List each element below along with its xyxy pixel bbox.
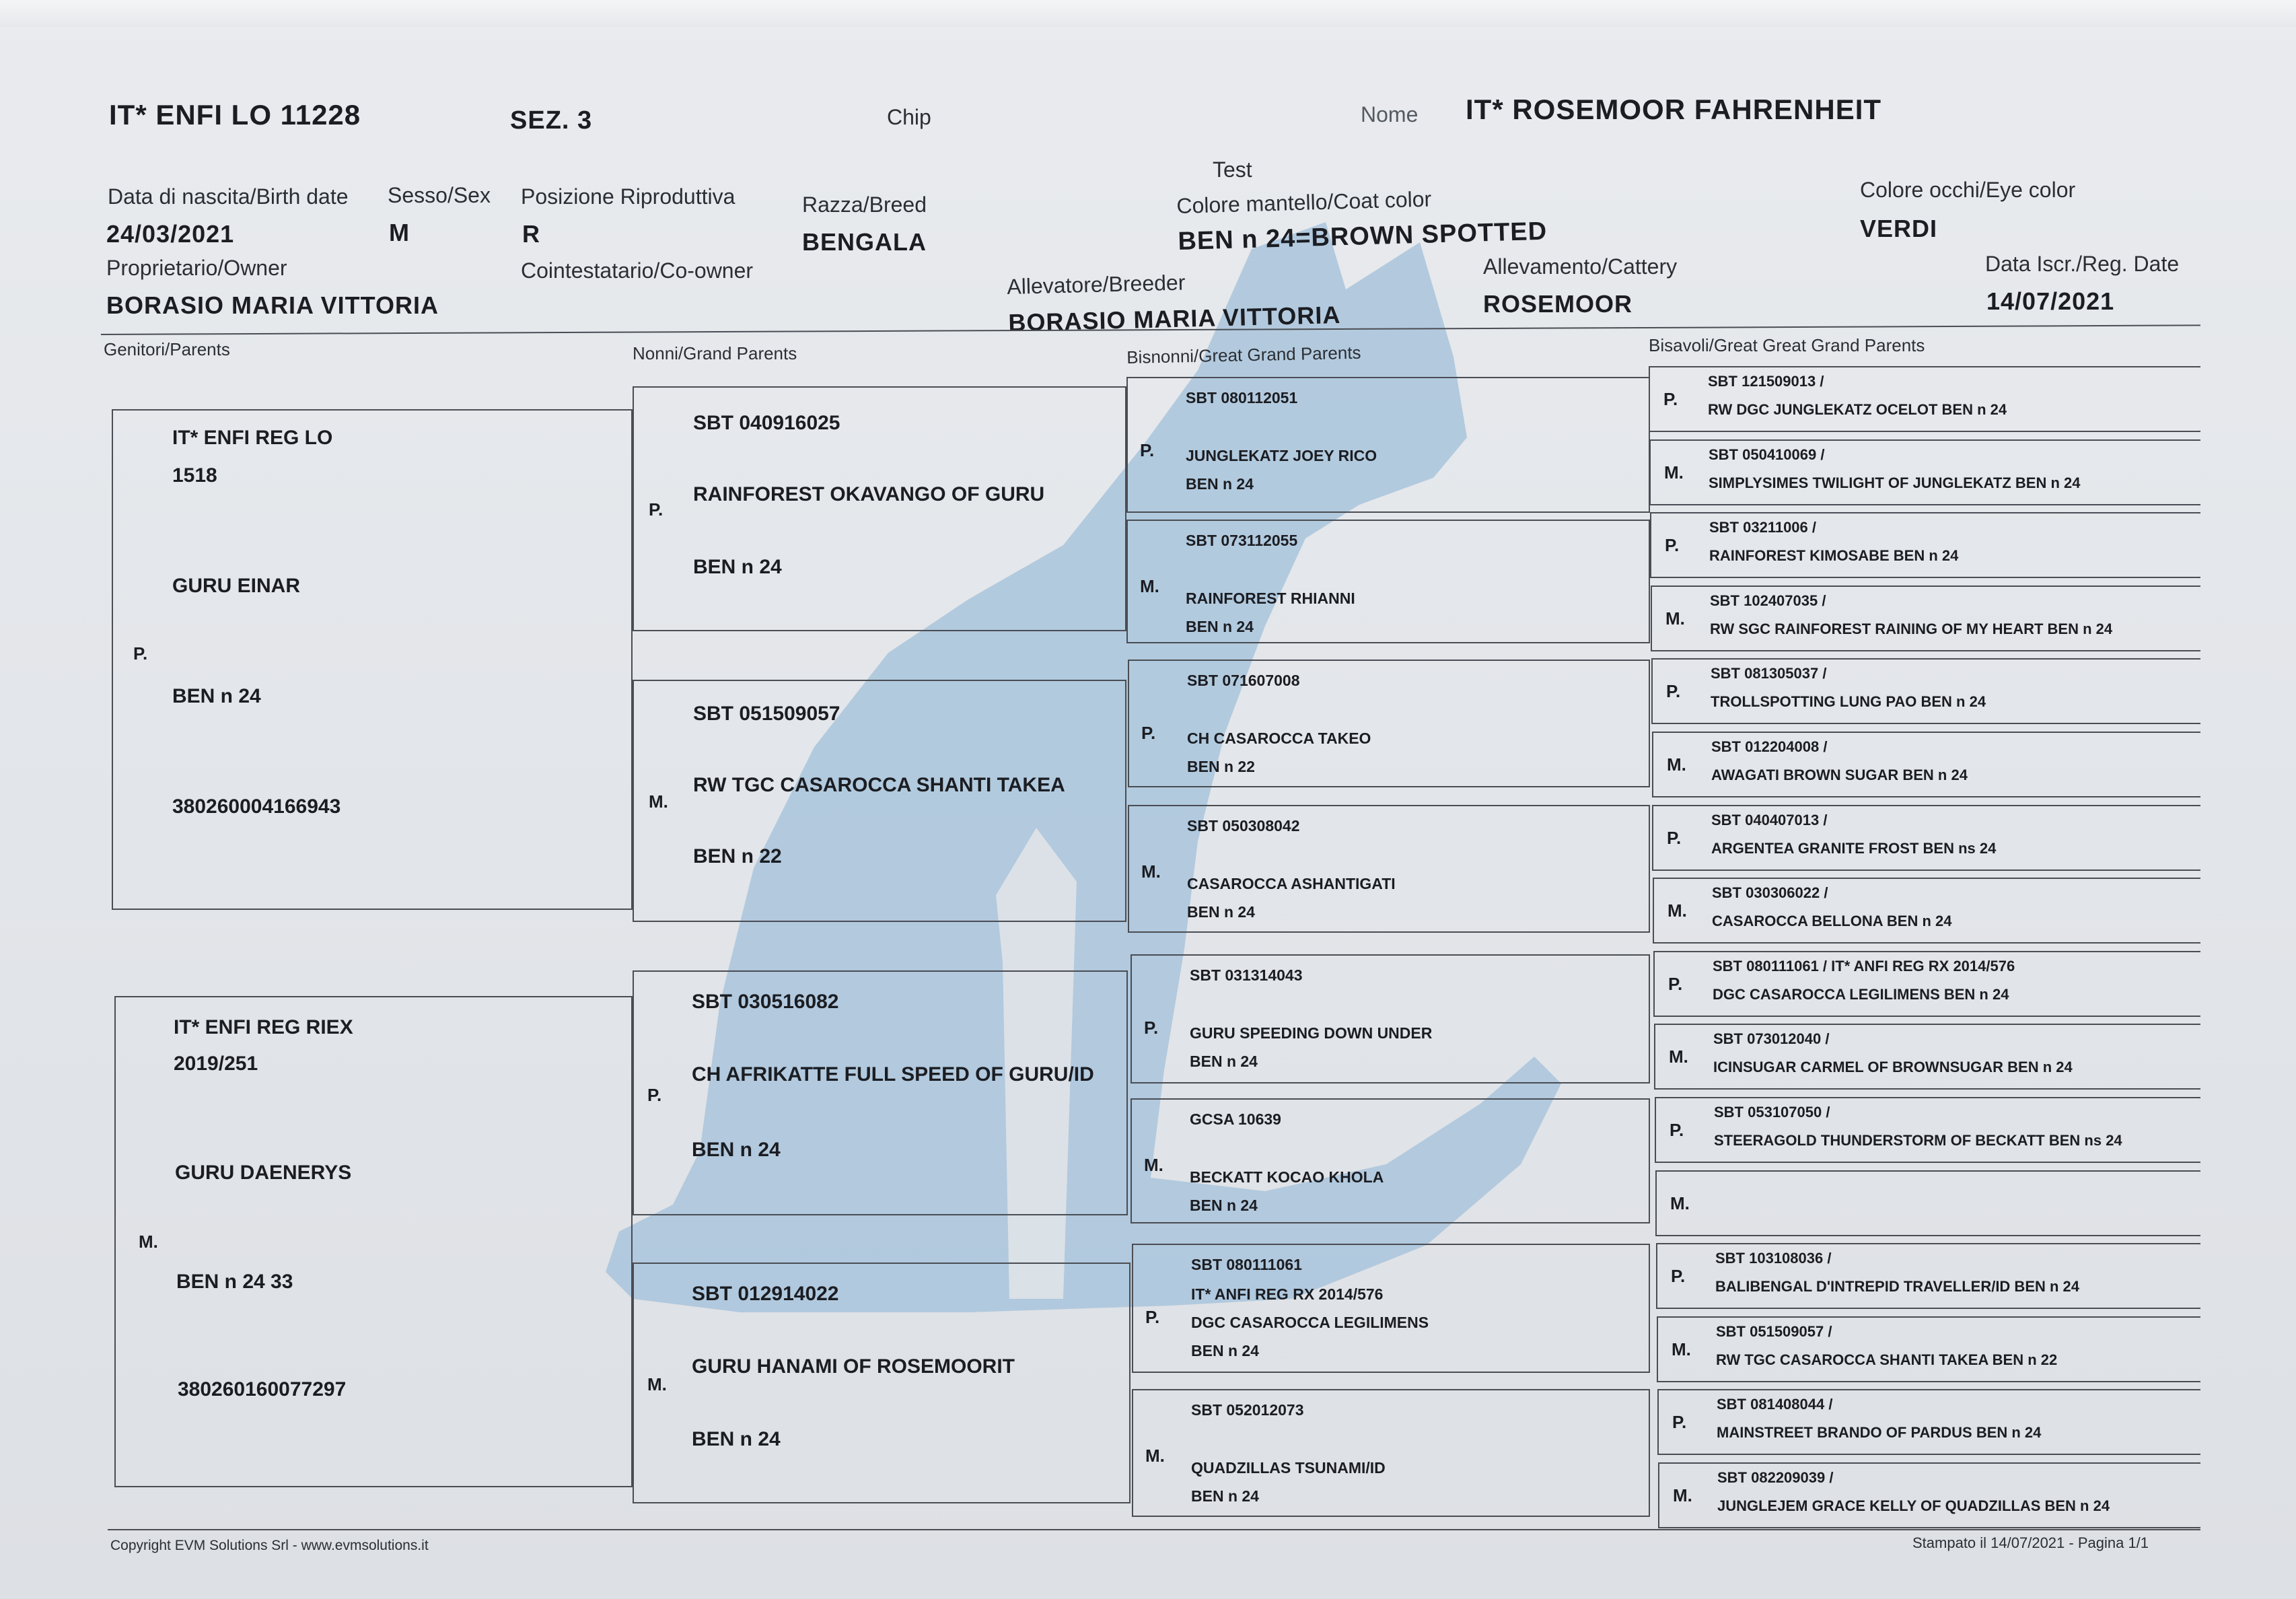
- great-great-grandparent-name: RAINFOREST KIMOSABE BEN n 24: [1709, 547, 1959, 564]
- great-great-grandparent-name: RW DGC JUNGLEKATZ OCELOT BEN n 24: [1708, 401, 2007, 418]
- great-grandparent-reg: SBT 080111061: [1191, 1256, 1302, 1273]
- grandparent-sex-marker: P.: [649, 499, 663, 520]
- eye-color-label: Colore occhi/Eye color: [1860, 178, 2076, 202]
- great-great-grandparent-sex-marker: M.: [1667, 900, 1687, 921]
- grandparent-reg: SBT 012914022: [692, 1283, 839, 1305]
- great-great-grandparent-sex-marker: M.: [1672, 1339, 1691, 1359]
- great-great-grandparent-box: [1656, 1243, 2200, 1309]
- parent-color: BEN n 24: [172, 685, 261, 707]
- great-great-grandparent-reg: SBT 012204008 /: [1711, 738, 1828, 755]
- grandparent-sex-marker: M.: [649, 791, 668, 812]
- great-great-grandparent-box: [1649, 439, 2200, 505]
- great-great-grandparent-reg: SBT 053107050 /: [1714, 1104, 1830, 1121]
- great-great-grandparent-reg: SBT 040407013 /: [1711, 812, 1828, 828]
- parent-reg-line2: 2019/251: [174, 1053, 258, 1075]
- parent-reg-line1: IT* ENFI REG RIEX: [174, 1016, 353, 1038]
- great-grandparent-sex-marker: M.: [1141, 861, 1161, 882]
- grandparent-reg: SBT 030516082: [692, 991, 839, 1013]
- great-grandparent-name: QUADZILLAS TSUNAMI/ID: [1191, 1459, 1386, 1477]
- parent-reg-line2: 1518: [172, 464, 217, 487]
- cattery-value: ROSEMOOR: [1483, 290, 1633, 318]
- great-grandparent-color: BEN n 24: [1187, 903, 1255, 921]
- copyright-text: Copyright EVM Solutions Srl - www.evmsolutions.it: [110, 1538, 429, 1553]
- name-label: Nome: [1361, 102, 1419, 127]
- grandparent-sex-marker: P.: [647, 1085, 662, 1105]
- col-great-grandparents: Bisnonni/Great Grand Parents: [1126, 342, 1361, 367]
- great-grandparent-box: [1131, 954, 1650, 1083]
- coat-color-label: Colore mantello/Coat color: [1176, 186, 1432, 218]
- great-grandparent-extra: IT* ANFI REG RX 2014/576: [1191, 1285, 1384, 1303]
- great-great-grandparent-sex-marker: P.: [1665, 535, 1680, 555]
- grandparent-name: CH AFRIKATTE FULL SPEED OF GURU/ID: [692, 1063, 1094, 1086]
- parent-dam-box: [114, 996, 633, 1487]
- great-great-grandparent-name: ICINSUGAR CARMEL OF BROWNSUGAR BEN n 24: [1713, 1059, 2073, 1075]
- great-grandparent-name: CASAROCCA ASHANTIGATI: [1187, 875, 1396, 892]
- great-grandparent-sex-marker: P.: [1140, 440, 1155, 460]
- great-great-grandparent-reg: SBT 081408044 /: [1717, 1396, 1833, 1413]
- great-great-grandparent-reg: SBT 081305037 /: [1711, 665, 1827, 682]
- great-great-grandparent-name: JUNGLEJEM GRACE KELLY OF QUADZILLAS BEN n 24: [1717, 1497, 2110, 1514]
- grandparent-reg: SBT 051509057: [693, 703, 840, 725]
- grandparent-box: [633, 386, 1126, 631]
- great-great-grandparent-name: RW TGC CASAROCCA SHANTI TAKEA BEN n 22: [1716, 1351, 2058, 1368]
- paper-fold: [0, 0, 2296, 27]
- grandparent-color: BEN n 22: [693, 845, 782, 867]
- great-great-grandparent-box: [1653, 878, 2200, 944]
- chip-label: Chip: [887, 105, 931, 129]
- great-grandparent-sex-marker: P.: [1141, 723, 1156, 743]
- great-great-grandparent-box: [1658, 1462, 2200, 1528]
- great-grandparent-box: [1132, 1244, 1650, 1373]
- test-label: Test: [1213, 157, 1252, 182]
- great-great-grandparent-box: [1655, 1097, 2200, 1163]
- printed-text: Stampato il 14/07/2021 - Pagina 1/1: [1912, 1534, 2149, 1551]
- great-great-grandparent-reg: SBT 051509057 /: [1716, 1323, 1832, 1340]
- owner-label: Proprietario/Owner: [106, 256, 287, 280]
- great-great-grandparent-sex-marker: P.: [1666, 681, 1681, 701]
- great-grandparent-sex-marker: P.: [1145, 1307, 1160, 1327]
- great-great-grandparent-box: [1654, 1024, 2200, 1090]
- great-grandparent-box: [1131, 1098, 1650, 1223]
- great-grandparent-box: [1128, 805, 1650, 933]
- great-great-grandparent-box: [1657, 1316, 2200, 1382]
- great-great-grandparent-sex-marker: M.: [1664, 462, 1684, 483]
- grandparent-name: GURU HANAMI OF ROSEMOORIT: [692, 1355, 1015, 1378]
- great-great-grandparent-name: STEERAGOLD THUNDERSTORM OF BECKATT BEN ns 24: [1714, 1132, 2122, 1149]
- great-great-grandparent-box: [1657, 1389, 2200, 1455]
- great-grandparent-box: [1128, 660, 1650, 787]
- breeder-label: Allevatore/Breeder: [1006, 270, 1186, 299]
- great-great-grandparent-sex-marker: P.: [1668, 974, 1683, 994]
- col-grandparents: Nonni/Grand Parents: [633, 343, 797, 363]
- great-great-grandparent-name: AWAGATI BROWN SUGAR BEN n 24: [1711, 767, 1968, 783]
- great-grandparent-sex-marker: M.: [1140, 576, 1159, 596]
- grandparent-name: RAINFOREST OKAVANGO OF GURU: [693, 483, 1045, 505]
- great-great-grandparent-reg: SBT 03211006 /: [1709, 519, 1817, 536]
- parent-sex-marker: M.: [139, 1232, 158, 1252]
- great-great-grandparent-sex-marker: P.: [1663, 389, 1678, 409]
- cattery-label: Allevamento/Cattery: [1483, 254, 1678, 279]
- great-great-grandparent-name: SIMPLYSIMES TWILIGHT OF JUNGLEKATZ BEN n 24: [1709, 474, 2081, 491]
- great-great-grandparent-sex-marker: M.: [1667, 754, 1686, 775]
- great-grandparent-color: BEN n 22: [1187, 758, 1255, 775]
- cat-name: IT* ROSEMOOR FAHRENHEIT: [1466, 94, 1882, 125]
- great-great-grandparent-box: [1652, 732, 2200, 797]
- reg-date-value: 14/07/2021: [1986, 287, 2115, 315]
- great-grandparent-reg: SBT 080112051: [1186, 389, 1298, 406]
- great-great-grandparent-sex-marker: P.: [1671, 1266, 1686, 1286]
- great-great-grandparent-name: TROLLSPOTTING LUNG PAO BEN n 24: [1711, 693, 1986, 710]
- grandparent-color: BEN n 24: [693, 556, 782, 578]
- grandparent-box: [633, 970, 1128, 1215]
- birth-date-label: Data di nascita/Birth date: [108, 184, 349, 209]
- sex-label: Sesso/Sex: [388, 183, 491, 207]
- repro-value: R: [522, 220, 540, 248]
- parent-sire-box: [112, 409, 633, 910]
- great-great-grandparent-box: [1653, 951, 2200, 1017]
- great-grandparent-reg: SBT 031314043: [1190, 966, 1303, 984]
- parent-sex-marker: P.: [133, 643, 148, 664]
- great-grandparent-color: BEN n 24: [1190, 1197, 1258, 1214]
- great-grandparent-reg: SBT 052012073: [1191, 1401, 1304, 1419]
- great-grandparent-sex-marker: P.: [1144, 1018, 1159, 1038]
- great-grandparent-color: BEN n 24: [1186, 618, 1254, 635]
- great-grandparent-name: CH CASAROCCA TAKEO: [1187, 730, 1371, 747]
- section-label: SEZ. 3: [510, 106, 593, 135]
- great-grandparent-name: JUNGLEKATZ JOEY RICO: [1186, 447, 1377, 464]
- grandparent-sex-marker: M.: [647, 1374, 667, 1394]
- great-grandparent-color: BEN n 24: [1186, 475, 1254, 493]
- great-great-grandparent-box: [1652, 805, 2200, 871]
- col-great-great-grandparents: Bisavoli/Great Great Grand Parents: [1649, 335, 1925, 355]
- great-great-grandparent-box: [1655, 1170, 2200, 1236]
- great-great-grandparent-name: ARGENTEA GRANITE FROST BEN ns 24: [1711, 840, 1997, 857]
- breed-label: Razza/Breed: [802, 192, 927, 217]
- great-grandparent-color: BEN n 24: [1191, 1342, 1259, 1359]
- grandparent-reg: SBT 040916025: [693, 412, 840, 434]
- great-great-grandparent-reg: SBT 073012040 /: [1713, 1030, 1830, 1047]
- great-great-grandparent-box: [1650, 512, 2200, 578]
- great-great-grandparent-sex-marker: M.: [1669, 1046, 1688, 1067]
- birth-date-value: 24/03/2021: [106, 220, 235, 248]
- great-grandparent-color: BEN n 24: [1190, 1053, 1258, 1070]
- great-great-grandparent-reg: SBT 082209039 /: [1717, 1469, 1834, 1486]
- owner-value: BORASIO MARIA VITTORIA: [106, 291, 439, 319]
- great-great-grandparent-name: DGC CASAROCCA LEGILIMENS BEN n 24: [1713, 986, 2009, 1003]
- repro-label: Posizione Riproduttiva: [521, 184, 736, 209]
- breed-value: BENGALA: [802, 228, 927, 256]
- great-great-grandparent-sex-marker: M.: [1665, 608, 1685, 629]
- great-grandparent-name: BECKATT KOCAO KHOLA: [1190, 1168, 1384, 1186]
- great-great-grandparent-sex-marker: P.: [1670, 1120, 1684, 1140]
- coowner-label: Cointestatario/Co-owner: [521, 258, 754, 283]
- great-great-grandparent-reg: SBT 102407035 /: [1710, 592, 1826, 609]
- great-grandparent-reg: SBT 071607008: [1187, 672, 1300, 689]
- grandparent-name: RW TGC CASAROCCA SHANTI TAKEA: [693, 774, 1065, 796]
- great-great-grandparent-name: MAINSTREET BRANDO OF PARDUS BEN n 24: [1717, 1424, 2042, 1441]
- great-great-grandparent-sex-marker: M.: [1670, 1193, 1690, 1213]
- great-great-grandparent-reg: SBT 121509013 /: [1708, 373, 1824, 390]
- grandparent-color: BEN n 24: [692, 1428, 781, 1450]
- great-grandparent-box: [1126, 520, 1650, 643]
- grandparent-box: [633, 680, 1126, 922]
- parent-name: GURU EINAR: [172, 575, 301, 597]
- great-grandparent-reg: GCSA 10639: [1190, 1110, 1281, 1128]
- great-great-grandparent-box: [1649, 366, 2200, 432]
- great-grandparent-color: BEN n 24: [1191, 1487, 1259, 1505]
- parent-chip: 380260160077297: [178, 1378, 347, 1400]
- grandparent-box: [633, 1263, 1131, 1503]
- great-great-grandparent-reg: SBT 050410069 /: [1709, 446, 1825, 463]
- great-great-grandparent-name: RW SGC RAINFOREST RAINING OF MY HEART BEN n 24: [1710, 620, 2113, 637]
- grandparent-color: BEN n 24: [692, 1139, 781, 1161]
- great-great-grandparent-sex-marker: M.: [1673, 1485, 1692, 1505]
- great-great-grandparent-reg: SBT 030306022 /: [1712, 884, 1828, 901]
- eye-color-value: VERDI: [1860, 215, 1938, 242]
- parent-reg-line1: IT* ENFI REG LO: [172, 427, 333, 449]
- col-parents: Genitori/Parents: [104, 339, 230, 359]
- breeder-value: BORASIO MARIA VITTORIA: [1007, 300, 1341, 336]
- great-great-grandparent-box: [1651, 585, 2200, 651]
- great-great-grandparent-reg: SBT 103108036 /: [1715, 1250, 1832, 1267]
- parent-color: BEN n 24 33: [176, 1271, 293, 1293]
- great-grandparent-name: GURU SPEEDING DOWN UNDER: [1190, 1024, 1433, 1042]
- parent-chip: 380260004166943: [172, 795, 341, 818]
- great-grandparent-sex-marker: M.: [1145, 1446, 1165, 1466]
- great-great-grandparent-reg: SBT 080111061 / IT* ANFI REG RX 2014/576: [1713, 958, 2015, 974]
- great-great-grandparent-name: CASAROCCA BELLONA BEN n 24: [1712, 913, 1952, 929]
- great-great-grandparent-sex-marker: P.: [1667, 828, 1682, 848]
- great-grandparent-box: [1132, 1389, 1650, 1517]
- great-grandparent-box: [1126, 377, 1650, 513]
- great-great-grandparent-sex-marker: P.: [1672, 1412, 1687, 1432]
- great-grandparent-reg: SBT 073112055: [1186, 532, 1298, 549]
- footer-separator: [108, 1529, 2200, 1530]
- great-grandparent-reg: SBT 050308042: [1187, 817, 1300, 834]
- registration-number: IT* ENFI LO 11228: [109, 99, 361, 131]
- great-grandparent-name: DGC CASAROCCA LEGILIMENS: [1191, 1314, 1429, 1331]
- sex-value: M: [389, 219, 410, 246]
- reg-date-label: Data Iscr./Reg. Date: [1985, 252, 2180, 276]
- coat-color-value: BEN n 24=BROWN SPOTTED: [1177, 217, 1548, 256]
- great-great-grandparent-name: BALIBENGAL D'INTREPID TRAVELLER/ID BEN n 24: [1715, 1278, 2080, 1295]
- parent-name: GURU DAENERYS: [175, 1162, 352, 1184]
- great-great-grandparent-box: [1651, 658, 2200, 724]
- great-grandparent-name: RAINFOREST RHIANNI: [1186, 590, 1355, 607]
- great-grandparent-sex-marker: M.: [1144, 1155, 1163, 1175]
